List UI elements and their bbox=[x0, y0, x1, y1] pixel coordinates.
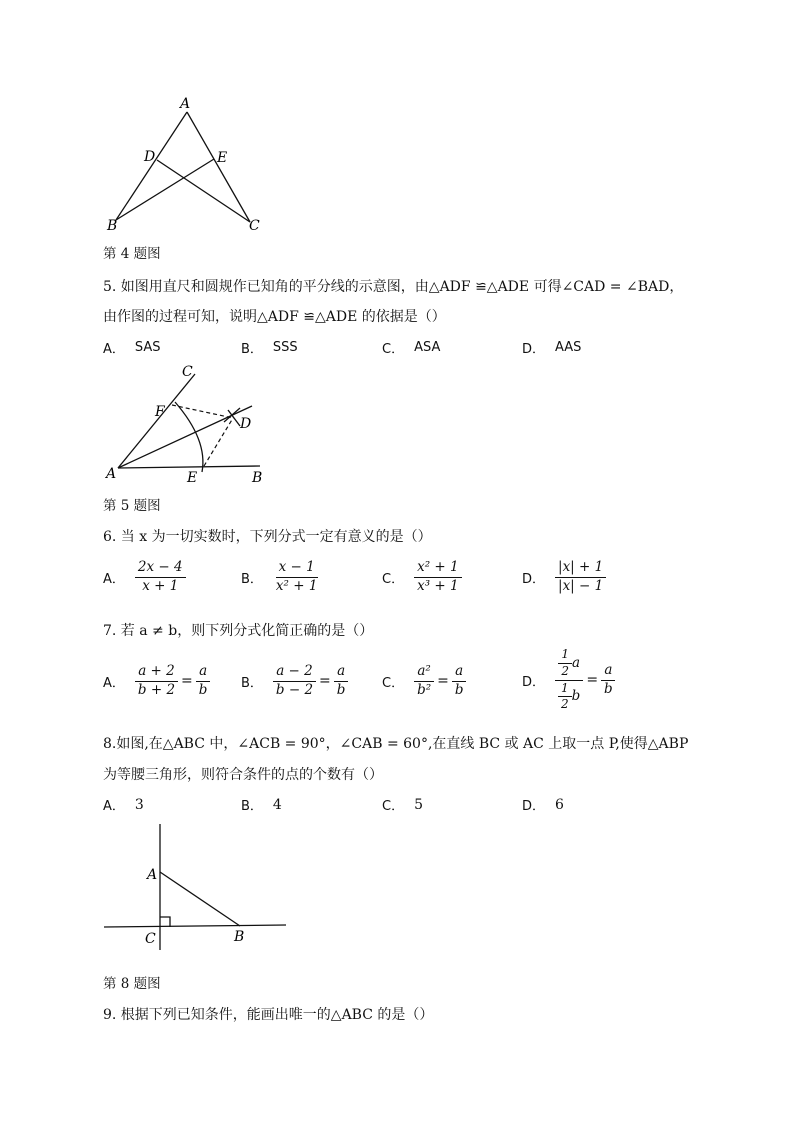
q5-stem-line1: 5. 如图用直尺和圆规作已知角的平分线的示意图，由△ADF ≌△ADE 可得∠CAD = ∠BAD， bbox=[103, 279, 684, 295]
fraction-left bbox=[414, 664, 434, 698]
option-label: D． bbox=[522, 571, 546, 587]
figure-5 bbox=[100, 362, 280, 488]
q9-stem: 9. 根据下列已知条件，能画出唯一的△ABC 的是（） bbox=[103, 1007, 434, 1023]
option-label: D． bbox=[522, 799, 546, 814]
figure-8 bbox=[100, 822, 290, 952]
q7-option-a[interactable] bbox=[103, 664, 210, 698]
q7-stem: 7. 若 a ≠ b，则下列分式化简正确的是（） bbox=[103, 623, 374, 639]
denominator: x³ + 1 bbox=[417, 577, 459, 594]
numerator: 1 bbox=[558, 682, 572, 698]
option-text: 6 bbox=[555, 796, 564, 813]
q8-option-c[interactable] bbox=[382, 795, 423, 814]
half-fraction bbox=[558, 648, 572, 679]
q7-option-b[interactable] bbox=[241, 664, 348, 698]
fig8-label-b: B bbox=[234, 929, 245, 945]
fraction-left bbox=[135, 664, 178, 698]
q7-option-d[interactable] bbox=[522, 648, 616, 712]
denominator: |x| − 1 bbox=[558, 577, 604, 594]
numerator: a² bbox=[414, 664, 433, 682]
equals-sign: = bbox=[181, 673, 193, 690]
numerator: a bbox=[196, 664, 210, 682]
q8-option-a[interactable] bbox=[103, 795, 144, 814]
q8-option-b[interactable] bbox=[241, 795, 282, 814]
q5-option-c[interactable] bbox=[382, 338, 440, 357]
fraction-right bbox=[452, 664, 467, 698]
option-label: D． bbox=[522, 674, 546, 690]
fraction bbox=[135, 560, 186, 594]
fig5-label-a: A bbox=[106, 466, 117, 482]
option-label: C． bbox=[382, 342, 405, 357]
option-label: C． bbox=[382, 675, 405, 691]
equals-sign: = bbox=[437, 673, 449, 690]
fraction bbox=[555, 560, 606, 594]
fraction bbox=[273, 560, 321, 594]
option-label: D． bbox=[522, 342, 546, 357]
denominator: 2 bbox=[561, 697, 569, 712]
q8-stem-line2: 为等腰三角形，则符合条件的点的个数有（） bbox=[103, 767, 383, 783]
fig4-label-d: D bbox=[144, 149, 156, 165]
variable: a bbox=[571, 654, 581, 671]
option-text: SSS bbox=[272, 340, 298, 355]
numerator: x − 1 bbox=[276, 560, 318, 578]
q8-stem-line1: 8.如图,在△ABC 中，∠ACB = 90°，∠CAB = 60°,在直线 BC 或 AC 上取一点 P,使得△ABP bbox=[103, 736, 689, 752]
fig5-label-e: E bbox=[187, 470, 198, 486]
denominator: b bbox=[336, 681, 346, 698]
numerator: |x| + 1 bbox=[555, 560, 606, 578]
fig5-caption: 第 5 题图 bbox=[103, 498, 161, 514]
denominator: b² bbox=[417, 681, 432, 698]
fig5-label-b: B bbox=[252, 470, 263, 486]
denominator bbox=[555, 681, 583, 713]
option-label: A． bbox=[103, 675, 125, 691]
fig4-caption: 第 4 题图 bbox=[103, 246, 161, 262]
fig5-label-c: C bbox=[182, 364, 193, 380]
fig8-label-a: A bbox=[147, 867, 158, 883]
q6-option-a[interactable] bbox=[103, 560, 186, 594]
q6-stem: 6. 当 x 为一切实数时，下列分式一定有意义的是（） bbox=[103, 529, 432, 545]
fig4-label-c: C bbox=[249, 218, 260, 234]
denominator: b − 2 bbox=[275, 681, 314, 698]
fig8-caption: 第 8 题图 bbox=[103, 976, 161, 992]
fig4-label-e: E bbox=[217, 150, 228, 166]
option-text: SAS bbox=[134, 340, 161, 355]
denominator: b + 2 bbox=[137, 681, 176, 698]
fraction-right bbox=[601, 663, 616, 697]
half-fraction bbox=[558, 682, 572, 713]
fig4-label-b: B bbox=[107, 218, 118, 234]
q6-option-b[interactable] bbox=[241, 560, 320, 594]
fig4-label-a: A bbox=[180, 96, 191, 112]
option-label: C． bbox=[382, 571, 405, 587]
complex-fraction bbox=[555, 648, 583, 712]
q7-option-c[interactable] bbox=[382, 664, 467, 698]
option-label: A． bbox=[103, 571, 125, 587]
option-text: 5 bbox=[414, 796, 423, 813]
variable: b bbox=[571, 688, 581, 705]
denominator: x² + 1 bbox=[275, 577, 318, 594]
fraction-right bbox=[334, 664, 349, 698]
equals-sign: = bbox=[319, 673, 331, 690]
fig5-label-d: D bbox=[240, 416, 252, 432]
q5-stem-line2: 由作图的过程可知，说明△ADF ≌△ADE 的依据是（） bbox=[103, 309, 446, 325]
numerator: a + 2 bbox=[135, 664, 178, 682]
q5-option-b[interactable] bbox=[241, 338, 298, 357]
denominator: b bbox=[198, 681, 208, 698]
numerator: x² + 1 bbox=[414, 560, 462, 578]
option-text: 3 bbox=[134, 796, 144, 813]
fraction bbox=[414, 560, 462, 594]
q6-option-d[interactable] bbox=[522, 560, 606, 594]
option-label: A． bbox=[103, 799, 125, 814]
q8-option-d[interactable] bbox=[522, 795, 564, 814]
q6-option-c[interactable] bbox=[382, 560, 462, 594]
option-label: B． bbox=[241, 799, 263, 814]
option-label: B． bbox=[241, 571, 263, 587]
option-text: ASA bbox=[414, 340, 441, 355]
option-label: B． bbox=[241, 675, 263, 691]
q5-option-d[interactable] bbox=[522, 338, 581, 357]
option-label: C． bbox=[382, 799, 405, 814]
fraction-right bbox=[196, 664, 211, 698]
numerator: a bbox=[601, 663, 615, 681]
option-label: A． bbox=[103, 342, 125, 357]
option-text: AAS bbox=[555, 340, 582, 355]
numerator: a bbox=[452, 664, 466, 682]
numerator bbox=[555, 648, 583, 681]
q5-option-a[interactable] bbox=[103, 338, 161, 357]
equals-sign: = bbox=[586, 672, 599, 689]
numerator: 1 bbox=[558, 648, 572, 664]
fraction-left bbox=[273, 664, 316, 698]
numerator: a − 2 bbox=[273, 664, 316, 682]
option-text: 4 bbox=[272, 796, 282, 813]
option-label: B． bbox=[241, 342, 263, 357]
figure-4 bbox=[100, 92, 270, 237]
denominator: 2 bbox=[561, 663, 569, 678]
denominator: b bbox=[604, 680, 613, 697]
numerator: a bbox=[334, 664, 348, 682]
denominator: b bbox=[454, 681, 464, 698]
numerator: 2x − 4 bbox=[135, 560, 186, 578]
denominator: x + 1 bbox=[142, 577, 179, 594]
fig8-label-c: C bbox=[145, 931, 156, 947]
fig5-label-f: F bbox=[155, 404, 165, 420]
